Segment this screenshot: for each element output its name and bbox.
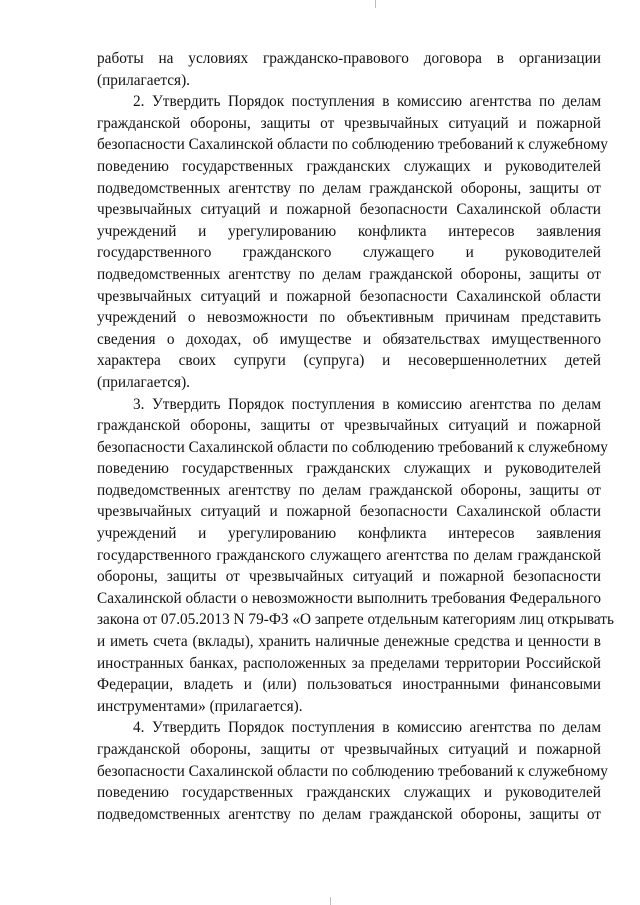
text-line: учреждений и урегулированию конфликта интересов заявления <box>97 222 601 240</box>
text-line: (прилагается). <box>97 71 191 89</box>
paragraph-4-start: 4. Утвердить Порядок поступления в комиссию агентства по делам <box>133 719 601 737</box>
text-line: государственного гражданского служащего агентства по делам гражданской <box>97 546 601 564</box>
scan-artifact-mark <box>330 897 331 905</box>
text-line: поведению государственных гражданских служащих и руководителей <box>97 157 601 175</box>
text-line: гражданской обороны, защиты от чрезвычайных ситуаций и пожарной <box>97 417 601 435</box>
scan-artifact-mark <box>375 0 376 8</box>
text-line: безопасности Сахалинской области по соблюдению требований к служебному <box>97 762 608 780</box>
text-line: Сахалинской области о невозможности выполнить требования Федерального <box>97 589 601 607</box>
paragraph-3-start: 3. Утвердить Порядок поступления в комиссию агентства по делам <box>133 395 601 413</box>
text-line: (прилагается). <box>97 373 191 391</box>
text-line: государственного гражданского служащего и руководителей <box>97 244 601 262</box>
text-line: чрезвычайных ситуаций и пожарной безопасности Сахалинской области <box>97 503 601 521</box>
text-line: подведомственных агентству по делам гражданской обороны, защиты от <box>97 265 601 283</box>
text-line: иностранных банках, расположенных за пределами территории Российской <box>97 654 601 672</box>
text-line: Федерации, владеть и (или) пользоваться иностранными финансовыми <box>97 676 601 694</box>
text-line: чрезвычайных ситуаций и пожарной безопасности Сахалинской области <box>97 201 601 219</box>
text-line: учреждений и урегулированию конфликта интересов заявления <box>97 525 601 543</box>
document-page <box>97 48 614 825</box>
text-line: гражданской обороны, защиты от чрезвычайных ситуаций и пожарной <box>97 741 601 758</box>
text-line: безопасности Сахалинской области по соблюдению требований к служебному <box>97 136 608 154</box>
text-line: чрезвычайных ситуаций и пожарной безопасности Сахалинской области <box>97 287 601 305</box>
text-line: сведения о доходах, об имуществе и обязательствах имущественного <box>97 330 601 348</box>
text-line: безопасности Сахалинской области по соблюдению требований к служебному <box>97 438 608 456</box>
text-line: подведомственных агентству по делам гражданской обороны, защиты от <box>97 481 601 499</box>
text-line: учреждений о невозможности по объективным причинам представить <box>97 309 601 327</box>
text-line: характера своих супруги (супруга) и несовершеннолетних детей <box>97 352 601 370</box>
text-line: гражданской обороны, защиты от чрезвычайных ситуаций и пожарной <box>97 114 601 132</box>
paragraph-2-start: 2. Утвердить Порядок поступления в комиссию агентства по делам <box>133 93 601 111</box>
text-line: обороны, защиты от чрезвычайных ситуаций и пожарной безопасности <box>97 568 601 586</box>
text-line: инструментами» (прилагается). <box>97 697 303 715</box>
text-line: и иметь счета (вклады), хранить наличные денежные средства и ценности в <box>97 633 601 651</box>
text-line: поведению государственных гражданских служащих и руководителей <box>97 460 601 478</box>
text-line: работы на условиях гражданско-правового договора в организации <box>97 50 601 67</box>
text-line: подведомственных агентству по делам гражданской обороны, защиты от <box>97 805 601 823</box>
text-line: закона от 07.05.2013 N 79-ФЗ «О запрете отдельным категориям лиц открывать <box>97 611 614 629</box>
text-line: подведомственных агентству по делам гражданской обороны, защиты от <box>97 179 601 197</box>
text-line: поведению государственных гражданских служащих и руководителей <box>97 784 601 802</box>
